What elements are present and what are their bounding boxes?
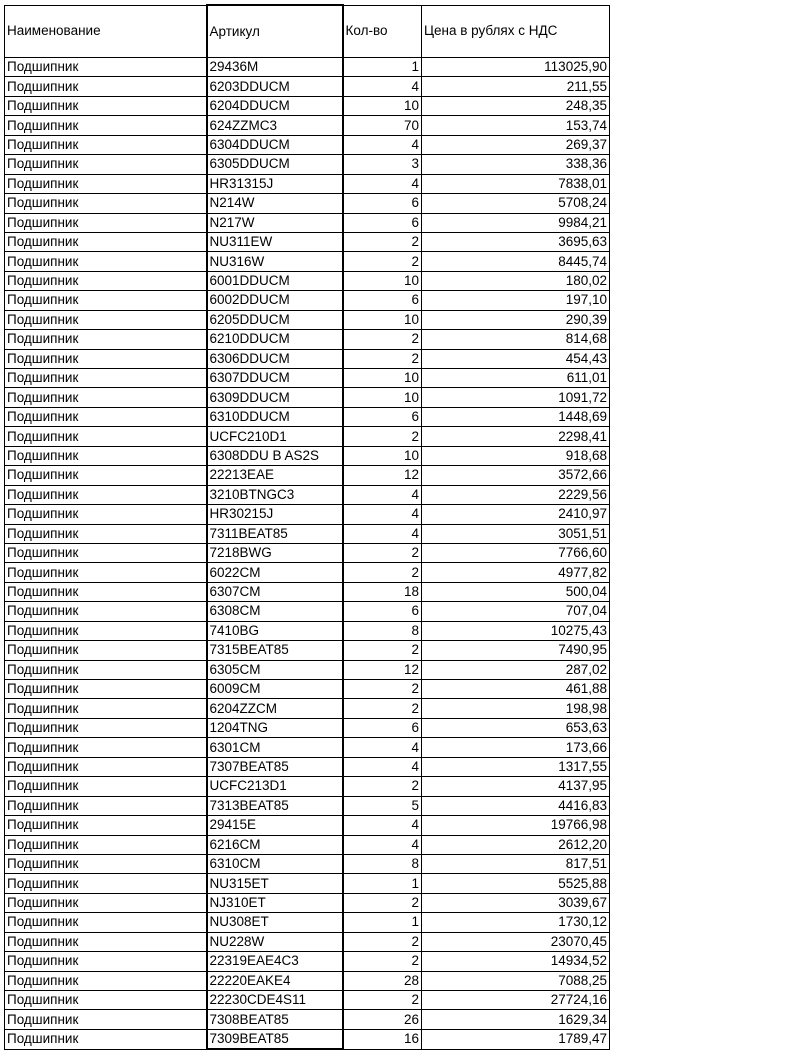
cell-price[interactable]: 2410,97	[422, 505, 610, 524]
cell-article[interactable]: 6308DDU B AS2S	[207, 446, 343, 465]
cell-name[interactable]: Подшипник	[5, 505, 207, 524]
cell-price[interactable]: 113025,90	[422, 58, 610, 77]
cell-qty[interactable]: 4	[343, 816, 422, 835]
cell-article[interactable]: 6022CM	[207, 563, 343, 582]
cell-qty[interactable]: 10	[343, 369, 422, 388]
cell-name[interactable]: Подшипник	[5, 816, 207, 835]
price-list-table	[4, 4, 610, 1050]
table-row	[5, 485, 610, 504]
cell-qty[interactable]: 4	[343, 738, 422, 757]
cell-article[interactable]: 7313BEAT85	[207, 796, 343, 815]
table-row	[5, 777, 610, 796]
cell-article[interactable]: 624ZZMC3	[207, 116, 343, 135]
cell-qty[interactable]: 28	[343, 971, 422, 990]
cell-price[interactable]: 7088,25	[422, 971, 610, 990]
table-row	[5, 641, 610, 660]
cell-article[interactable]: 6216CM	[207, 835, 343, 854]
cell-price[interactable]: 2612,20	[422, 835, 610, 854]
cell-name[interactable]: Подшипник	[5, 718, 207, 737]
cell-qty[interactable]: 26	[343, 1010, 422, 1029]
cell-qty[interactable]: 8	[343, 621, 422, 640]
cell-qty[interactable]: 10	[343, 310, 422, 329]
cell-price[interactable]: 9984,21	[422, 213, 610, 232]
cell-name[interactable]: Подшипник	[5, 174, 207, 193]
cell-name[interactable]: Подшипник	[5, 543, 207, 562]
cell-qty[interactable]: 2	[343, 252, 422, 271]
table-row	[5, 310, 610, 329]
cell-qty[interactable]: 6	[343, 291, 422, 310]
table-row	[5, 699, 610, 718]
cell-article[interactable]: 7410BG	[207, 621, 343, 640]
cell-qty[interactable]: 2	[343, 641, 422, 660]
table-row	[5, 621, 610, 640]
cell-price[interactable]: 8445,74	[422, 252, 610, 271]
cell-article[interactable]: 6204DDUCM	[207, 96, 343, 115]
cell-price[interactable]: 290,39	[422, 310, 610, 329]
cell-price[interactable]: 4137,95	[422, 777, 610, 796]
header-article: Артикул	[207, 5, 343, 58]
table-row	[5, 796, 610, 815]
cell-name[interactable]: Подшипник	[5, 932, 207, 951]
cell-qty[interactable]: 10	[343, 96, 422, 115]
table-row	[5, 349, 610, 368]
cell-qty[interactable]: 2	[343, 699, 422, 718]
table-row	[5, 757, 610, 776]
cell-article[interactable]: 6305DDUCM	[207, 155, 343, 174]
cell-qty[interactable]: 3	[343, 155, 422, 174]
cell-name[interactable]: Подшипник	[5, 1029, 207, 1049]
cell-name[interactable]: Подшипник	[5, 232, 207, 251]
cell-name[interactable]: Подшипник	[5, 641, 207, 660]
cell-qty[interactable]: 10	[343, 271, 422, 290]
cell-article[interactable]: 6310DDUCM	[207, 407, 343, 426]
cell-price[interactable]: 153,74	[422, 116, 610, 135]
cell-name[interactable]: Подшипник	[5, 796, 207, 815]
table-row	[5, 932, 610, 951]
cell-qty[interactable]: 5	[343, 796, 422, 815]
cell-price[interactable]: 2298,41	[422, 427, 610, 446]
cell-article[interactable]: 7308BEAT85	[207, 1010, 343, 1029]
cell-name[interactable]: Подшипник	[5, 291, 207, 310]
cell-price[interactable]: 611,01	[422, 369, 610, 388]
cell-price[interactable]: 10275,43	[422, 621, 610, 640]
cell-qty[interactable]: 4	[343, 174, 422, 193]
cell-qty[interactable]: 2	[343, 427, 422, 446]
cell-price[interactable]: 3051,51	[422, 524, 610, 543]
cell-name[interactable]: Подшипник	[5, 952, 207, 971]
cell-article[interactable]: 7218BWG	[207, 543, 343, 562]
cell-article[interactable]: 7315BEAT85	[207, 641, 343, 660]
cell-name[interactable]: Подшипник	[5, 194, 207, 213]
cell-price[interactable]: 287,02	[422, 660, 610, 679]
cell-price[interactable]: 4977,82	[422, 563, 610, 582]
cell-price[interactable]: 27724,16	[422, 991, 610, 1010]
cell-name[interactable]: Подшипник	[5, 446, 207, 465]
table-row	[5, 194, 610, 213]
cell-qty[interactable]: 2	[343, 991, 422, 1010]
cell-qty[interactable]: 6	[343, 602, 422, 621]
cell-article[interactable]: 6204ZZCM	[207, 699, 343, 718]
cell-price[interactable]: 269,37	[422, 135, 610, 154]
table-row	[5, 816, 610, 835]
cell-article[interactable]: 6309DDUCM	[207, 388, 343, 407]
cell-article[interactable]: 6009CM	[207, 680, 343, 699]
cell-qty[interactable]: 2	[343, 893, 422, 912]
cell-name[interactable]: Подшипник	[5, 135, 207, 154]
cell-price[interactable]: 197,10	[422, 291, 610, 310]
cell-price[interactable]: 338,36	[422, 155, 610, 174]
cell-article[interactable]: 6304DDUCM	[207, 135, 343, 154]
cell-article[interactable]: 6203DDUCM	[207, 77, 343, 96]
cell-price[interactable]: 14934,52	[422, 952, 610, 971]
table-row	[5, 543, 610, 562]
cell-article[interactable]: 6307CM	[207, 582, 343, 601]
cell-price[interactable]: 173,66	[422, 738, 610, 757]
cell-qty[interactable]: 2	[343, 232, 422, 251]
cell-price[interactable]: 653,63	[422, 718, 610, 737]
cell-name[interactable]: Подшипник	[5, 738, 207, 757]
cell-article[interactable]: UCFC213D1	[207, 777, 343, 796]
cell-name[interactable]: Подшипник	[5, 524, 207, 543]
cell-article[interactable]: UCFC210D1	[207, 427, 343, 446]
cell-article[interactable]: 29415E	[207, 816, 343, 835]
cell-name[interactable]: Подшипник	[5, 563, 207, 582]
cell-qty[interactable]: 4	[343, 524, 422, 543]
cell-article[interactable]: N217W	[207, 213, 343, 232]
table-row	[5, 660, 610, 679]
cell-article[interactable]: NU316W	[207, 252, 343, 271]
cell-price[interactable]: 1448,69	[422, 407, 610, 426]
cell-article[interactable]: 6308CM	[207, 602, 343, 621]
cell-article[interactable]: 3210BTNGC3	[207, 485, 343, 504]
cell-name[interactable]: Подшипник	[5, 913, 207, 932]
cell-qty[interactable]: 10	[343, 446, 422, 465]
table-row	[5, 407, 610, 426]
table-row	[5, 524, 610, 543]
cell-name[interactable]: Подшипник	[5, 854, 207, 873]
cell-name[interactable]: Подшипник	[5, 427, 207, 446]
cell-qty[interactable]: 4	[343, 485, 422, 504]
cell-qty[interactable]: 8	[343, 854, 422, 873]
table-row	[5, 854, 610, 873]
table-row	[5, 582, 610, 601]
cell-name[interactable]: Подшипник	[5, 660, 207, 679]
cell-price[interactable]: 814,68	[422, 330, 610, 349]
cell-name[interactable]: Подшипник	[5, 621, 207, 640]
cell-qty[interactable]: 2	[343, 680, 422, 699]
cell-qty[interactable]: 70	[343, 116, 422, 135]
cell-article[interactable]: 6310CM	[207, 854, 343, 873]
cell-article[interactable]: NJ310ET	[207, 893, 343, 912]
cell-price[interactable]: 3695,63	[422, 232, 610, 251]
cell-name[interactable]: Подшипник	[5, 485, 207, 504]
cell-qty[interactable]: 2	[343, 777, 422, 796]
header-name: Наименование	[5, 5, 207, 58]
cell-article[interactable]: 22230CDE4S11	[207, 991, 343, 1010]
cell-qty[interactable]: 4	[343, 835, 422, 854]
cell-price[interactable]: 1730,12	[422, 913, 610, 932]
cell-name[interactable]: Подшипник	[5, 991, 207, 1010]
cell-qty[interactable]: 4	[343, 77, 422, 96]
cell-article[interactable]: 6305CM	[207, 660, 343, 679]
table-row	[5, 563, 610, 582]
cell-price[interactable]: 198,98	[422, 699, 610, 718]
cell-price[interactable]: 5708,24	[422, 194, 610, 213]
cell-price[interactable]: 461,88	[422, 680, 610, 699]
table-row	[5, 291, 610, 310]
cell-name[interactable]: Подшипник	[5, 680, 207, 699]
cell-price[interactable]: 211,55	[422, 77, 610, 96]
cell-price[interactable]: 1317,55	[422, 757, 610, 776]
cell-qty[interactable]: 2	[343, 543, 422, 562]
cell-name[interactable]: Подшипник	[5, 971, 207, 990]
table-row	[5, 971, 610, 990]
table-row	[5, 58, 610, 77]
cell-article[interactable]: 6306DDUCM	[207, 349, 343, 368]
cell-article[interactable]: 1204TNG	[207, 718, 343, 737]
cell-article[interactable]: NU228W	[207, 932, 343, 951]
cell-name[interactable]: Подшипник	[5, 213, 207, 232]
cell-qty[interactable]: 6	[343, 718, 422, 737]
cell-qty[interactable]: 18	[343, 582, 422, 601]
cell-qty[interactable]: 2	[343, 952, 422, 971]
cell-name[interactable]: Подшипник	[5, 96, 207, 115]
cell-article[interactable]: HR30215J	[207, 505, 343, 524]
cell-article[interactable]: 6205DDUCM	[207, 310, 343, 329]
cell-name[interactable]: Подшипник	[5, 116, 207, 135]
cell-price[interactable]: 19766,98	[422, 816, 610, 835]
table-row	[5, 77, 610, 96]
cell-qty[interactable]: 1	[343, 913, 422, 932]
cell-name[interactable]: Подшипник	[5, 58, 207, 77]
cell-price[interactable]: 23070,45	[422, 932, 610, 951]
table-row	[5, 369, 610, 388]
table-row	[5, 213, 610, 232]
table-row	[5, 427, 610, 446]
cell-price[interactable]: 1629,34	[422, 1010, 610, 1029]
table-row	[5, 718, 610, 737]
cell-name[interactable]: Подшипник	[5, 699, 207, 718]
cell-qty[interactable]: 2	[343, 330, 422, 349]
cell-article[interactable]: N214W	[207, 194, 343, 213]
cell-qty[interactable]: 2	[343, 349, 422, 368]
table-row	[5, 155, 610, 174]
cell-qty[interactable]: 6	[343, 407, 422, 426]
cell-name[interactable]: Подшипник	[5, 466, 207, 485]
cell-article[interactable]: 7311BEAT85	[207, 524, 343, 543]
cell-price[interactable]: 1091,72	[422, 388, 610, 407]
cell-qty[interactable]: 6	[343, 213, 422, 232]
cell-name[interactable]: Подшипник	[5, 777, 207, 796]
table-row	[5, 388, 610, 407]
cell-price[interactable]: 500,04	[422, 582, 610, 601]
cell-price[interactable]: 918,68	[422, 446, 610, 465]
cell-name[interactable]: Подшипник	[5, 407, 207, 426]
cell-article[interactable]: NU311EW	[207, 232, 343, 251]
table-row	[5, 174, 610, 193]
cell-price[interactable]: 707,04	[422, 602, 610, 621]
cell-price[interactable]: 2229,56	[422, 485, 610, 504]
cell-qty[interactable]: 2	[343, 563, 422, 582]
table-row	[5, 1029, 610, 1049]
cell-price[interactable]: 3572,66	[422, 466, 610, 485]
cell-price[interactable]: 248,35	[422, 96, 610, 115]
cell-article[interactable]: 29436M	[207, 58, 343, 77]
cell-name[interactable]: Подшипник	[5, 77, 207, 96]
table-row	[5, 271, 610, 290]
table-row	[5, 505, 610, 524]
cell-name[interactable]: Подшипник	[5, 310, 207, 329]
table-row	[5, 874, 610, 893]
table-row	[5, 913, 610, 932]
cell-article[interactable]: 6307DDUCM	[207, 369, 343, 388]
cell-name[interactable]: Подшипник	[5, 252, 207, 271]
cell-price[interactable]: 1789,47	[422, 1029, 610, 1049]
table-row	[5, 116, 610, 135]
cell-price[interactable]: 817,51	[422, 854, 610, 873]
cell-qty[interactable]: 16	[343, 1029, 422, 1049]
header-qty: Кол-во	[343, 5, 422, 58]
cell-article[interactable]: 6002DDUCM	[207, 291, 343, 310]
table-row	[5, 893, 610, 912]
cell-price[interactable]: 7838,01	[422, 174, 610, 193]
cell-article[interactable]: NU315ET	[207, 874, 343, 893]
table-row	[5, 680, 610, 699]
cell-qty[interactable]: 12	[343, 660, 422, 679]
cell-article[interactable]: 22220EAKE4	[207, 971, 343, 990]
cell-qty[interactable]: 4	[343, 505, 422, 524]
cell-price[interactable]: 4416,83	[422, 796, 610, 815]
cell-name[interactable]: Подшипник	[5, 893, 207, 912]
cell-qty[interactable]: 2	[343, 932, 422, 951]
cell-article[interactable]: 6210DDUCM	[207, 330, 343, 349]
cell-article[interactable]: HR31315J	[207, 174, 343, 193]
table-row	[5, 135, 610, 154]
cell-name[interactable]: Подшипник	[5, 602, 207, 621]
table-row	[5, 446, 610, 465]
table-row	[5, 330, 610, 349]
cell-article[interactable]: 6001DDUCM	[207, 271, 343, 290]
cell-name[interactable]: Подшипник	[5, 330, 207, 349]
cell-name[interactable]: Подшипник	[5, 582, 207, 601]
table-row	[5, 232, 610, 251]
cell-qty[interactable]: 4	[343, 757, 422, 776]
cell-qty[interactable]: 12	[343, 466, 422, 485]
cell-name[interactable]: Подшипник	[5, 369, 207, 388]
table-row	[5, 738, 610, 757]
cell-qty[interactable]: 1	[343, 58, 422, 77]
table-row	[5, 991, 610, 1010]
table-row	[5, 466, 610, 485]
cell-name[interactable]: Подшипник	[5, 874, 207, 893]
cell-name[interactable]: Подшипник	[5, 835, 207, 854]
table-row	[5, 952, 610, 971]
cell-qty[interactable]: 10	[343, 388, 422, 407]
table-row	[5, 835, 610, 854]
cell-price[interactable]: 454,43	[422, 349, 610, 368]
table-row	[5, 252, 610, 271]
table-row	[5, 602, 610, 621]
cell-name[interactable]: Подшипник	[5, 388, 207, 407]
cell-price[interactable]: 7490,95	[422, 641, 610, 660]
cell-article[interactable]: 7307BEAT85	[207, 757, 343, 776]
cell-article[interactable]: NU308ET	[207, 913, 343, 932]
table-body	[5, 58, 610, 1050]
cell-article[interactable]: 6301CM	[207, 738, 343, 757]
cell-name[interactable]: Подшипник	[5, 271, 207, 290]
cell-name[interactable]: Подшипник	[5, 155, 207, 174]
cell-article[interactable]: 22213EAE	[207, 466, 343, 485]
cell-qty[interactable]: 6	[343, 194, 422, 213]
cell-article[interactable]: 7309BEAT85	[207, 1029, 343, 1049]
cell-price[interactable]: 3039,67	[422, 893, 610, 912]
cell-name[interactable]: Подшипник	[5, 349, 207, 368]
table-row	[5, 1010, 610, 1029]
cell-price[interactable]: 7766,60	[422, 543, 610, 562]
cell-name[interactable]: Подшипник	[5, 1010, 207, 1029]
header-price: Цена в рублях с НДС	[422, 5, 610, 58]
cell-price[interactable]: 180,02	[422, 271, 610, 290]
table-row	[5, 96, 610, 115]
header-row	[5, 5, 610, 58]
cell-name[interactable]: Подшипник	[5, 757, 207, 776]
cell-price[interactable]: 5525,88	[422, 874, 610, 893]
cell-qty[interactable]: 4	[343, 135, 422, 154]
cell-qty[interactable]: 1	[343, 874, 422, 893]
cell-article[interactable]: 22319EAE4C3	[207, 952, 343, 971]
